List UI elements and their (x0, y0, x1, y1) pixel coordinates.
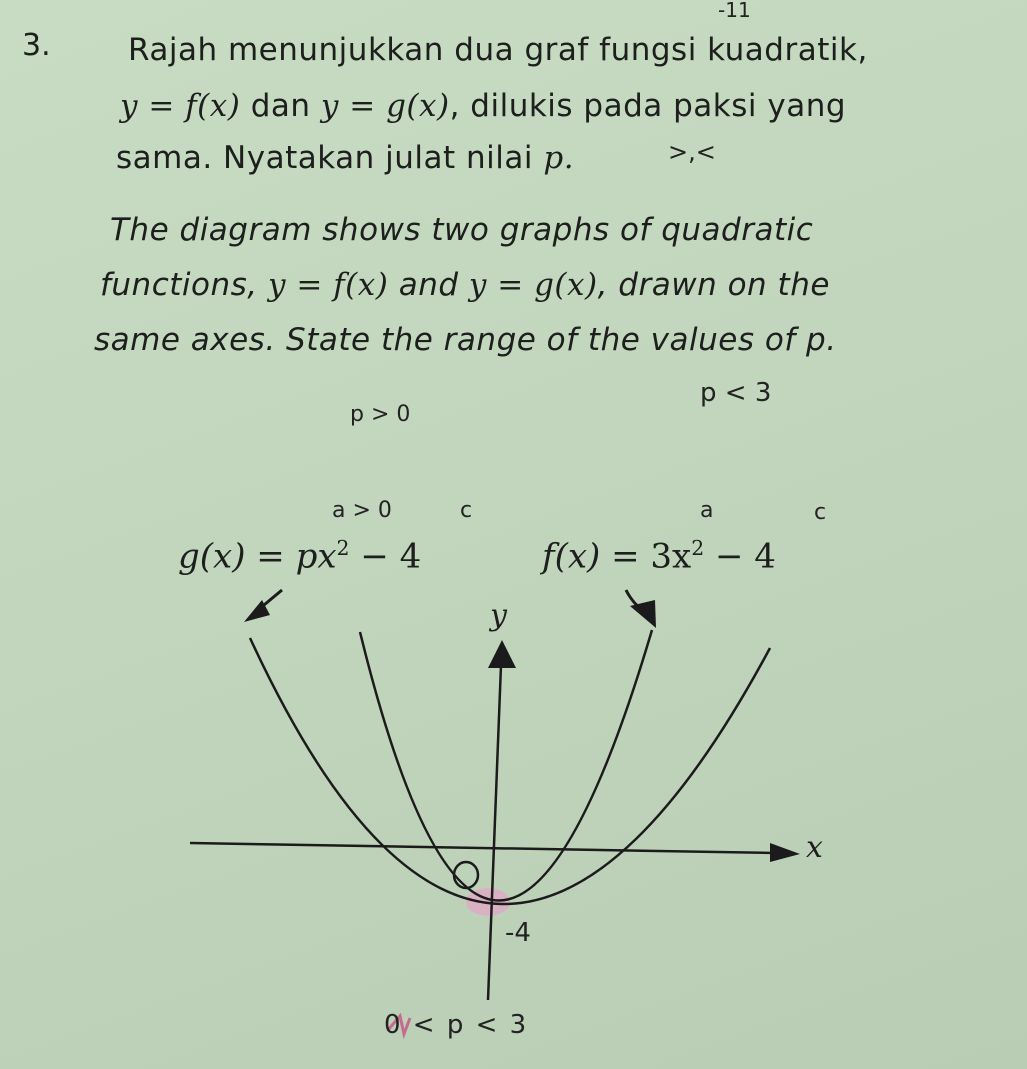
handwritten-inequality-symbols: >,< (668, 138, 716, 166)
english-line-2: functions, y = f(x) and y = g(x), drawn on the (100, 267, 830, 303)
x-axis-label: x (806, 830, 823, 865)
handwritten-c-f: c (814, 500, 827, 525)
handwritten-p-less-3: p < 3 (700, 378, 772, 408)
y-axis (488, 665, 501, 1000)
handwritten-p-greater-0: p > 0 (350, 402, 411, 427)
handwritten-origin (458, 862, 459, 863)
x-axis-arrow (770, 843, 800, 862)
f-curve (360, 630, 652, 901)
f-function-ref: y = f(x) (120, 88, 241, 124)
malay-line-2: y = f(x) dan y = g(x), dilukis pada paksi yang (120, 88, 847, 124)
origin-circle-mark (454, 862, 478, 888)
english-line-1: The diagram shows two graphs of quadratic (110, 212, 814, 248)
handwritten-top-corner: -11 (718, 0, 751, 22)
g-function-ref: y = g(x) (320, 88, 450, 124)
malay-line-3: sama. Nyatakan julat nilai p. (116, 140, 575, 176)
y-axis-arrow (488, 640, 516, 668)
malay-line-1: Rajah menunjukkan dua graf fungsi kuadratik, (128, 32, 868, 68)
g-equation: $g(x) = px^2 - 4$ (178, 536, 422, 577)
question-number: 3. (22, 28, 51, 63)
english-line-3: same axes. State the range of the values of p. (94, 322, 837, 358)
handwritten-c-g: c (460, 498, 473, 523)
g-curve (250, 638, 770, 904)
handwritten-y-intercept: -4 (505, 918, 531, 948)
handwritten-answer: 0 < p < 3 (384, 1010, 529, 1040)
f-equation: $f(x) = 3x^2 - 4$ (542, 536, 776, 577)
handwritten-a-f: a (700, 498, 714, 523)
x-axis (190, 843, 775, 853)
y-axis-label: y (490, 598, 507, 633)
handwritten-a-gt-0: a > 0 (332, 498, 392, 523)
